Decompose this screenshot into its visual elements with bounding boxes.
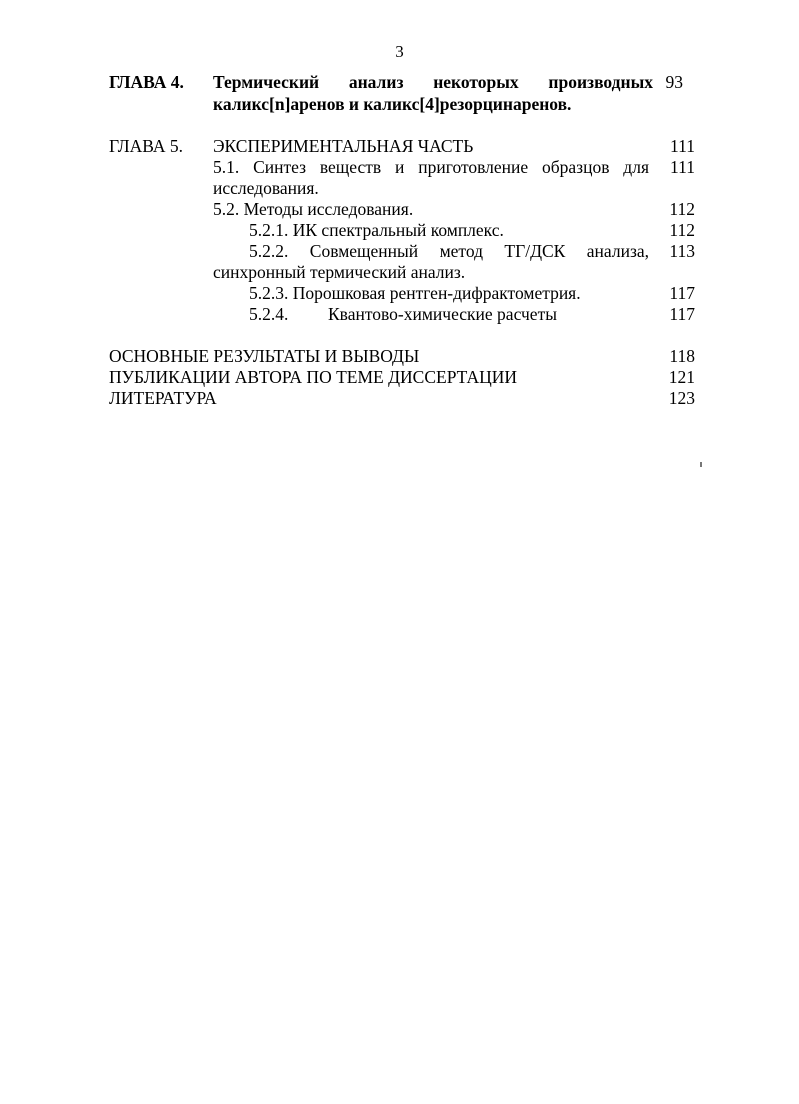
toc-section-5-2-4 xyxy=(109,304,695,324)
chapter-5-label: ГЛАВА 5. xyxy=(109,136,184,156)
toc-section-5-2 xyxy=(109,199,695,219)
toc-results xyxy=(109,346,695,366)
toc-section-5-2-2-cont xyxy=(109,262,695,282)
results-label: ОСНОВНЫЕ РЕЗУЛЬТАТЫ И ВЫВОДЫ xyxy=(109,346,420,366)
toc-section-5-2-1 xyxy=(109,220,695,240)
literature-page: 123 xyxy=(668,388,695,408)
section-5-2-title: 5.2. Методы исследования. xyxy=(213,199,414,219)
page-number: 3 xyxy=(395,42,404,61)
toc-chapter-5 xyxy=(109,136,695,156)
section-5-2-2-page: 113 xyxy=(669,241,695,261)
toc-publications xyxy=(109,367,695,387)
chapter-4-page: 93 xyxy=(665,72,683,92)
toc-section-5-1 xyxy=(109,157,695,177)
section-5-2-1-page: 112 xyxy=(669,220,695,240)
chapter-4-title-line2: каликс[n]аренов и каликс[4]резорцинаренов. xyxy=(213,94,572,114)
section-5-2-3-page: 117 xyxy=(669,283,695,303)
section-5-1-line2: исследования. xyxy=(213,178,319,198)
toc-section-5-1-cont xyxy=(109,178,695,198)
section-5-2-4-page: 117 xyxy=(669,304,695,324)
publications-page: 121 xyxy=(668,367,695,387)
chapter-4-title-line1: Термический анализ некоторых производных xyxy=(213,72,653,92)
publications-label: ПУБЛИКАЦИИ АВТОРА ПО ТЕМЕ ДИССЕРТАЦИИ xyxy=(109,367,518,387)
section-5-2-1-title: 5.2.1. ИК спектральный комплекс. xyxy=(249,220,504,240)
section-5-2-2-line1: 5.2.2. Совмещенный метод ТГ/ДСК анализа, xyxy=(249,241,649,261)
literature-label: ЛИТЕРАТУРА xyxy=(109,388,217,408)
results-page: 118 xyxy=(669,346,695,366)
scan-speck xyxy=(700,462,702,467)
section-5-2-2-line2: синхронный термический анализ. xyxy=(213,262,466,282)
section-5-2-page: 112 xyxy=(669,199,695,219)
section-5-2-3-title: 5.2.3. Порошковая рентген-дифрактометрия. xyxy=(249,283,581,303)
toc-section-5-2-2 xyxy=(109,241,695,261)
chapter-5-page: 111 xyxy=(670,136,695,156)
toc-chapter-4-cont xyxy=(109,94,695,114)
chapter-4-label: ГЛАВА 4. xyxy=(109,72,184,92)
section-5-2-4-title: Квантово-химические расчеты xyxy=(328,304,557,324)
section-5-1-line1: 5.1. Синтез веществ и приготовление образцов для xyxy=(213,157,649,177)
chapter-5-title: ЭКСПЕРИМЕНТАЛЬНАЯ ЧАСТЬ xyxy=(213,136,474,156)
toc-section-5-2-3 xyxy=(109,283,695,303)
toc-chapter-4 xyxy=(109,72,695,92)
toc-literature xyxy=(109,388,695,408)
section-5-1-page: 111 xyxy=(670,157,695,177)
section-5-2-4-number: 5.2.4. xyxy=(249,304,289,324)
